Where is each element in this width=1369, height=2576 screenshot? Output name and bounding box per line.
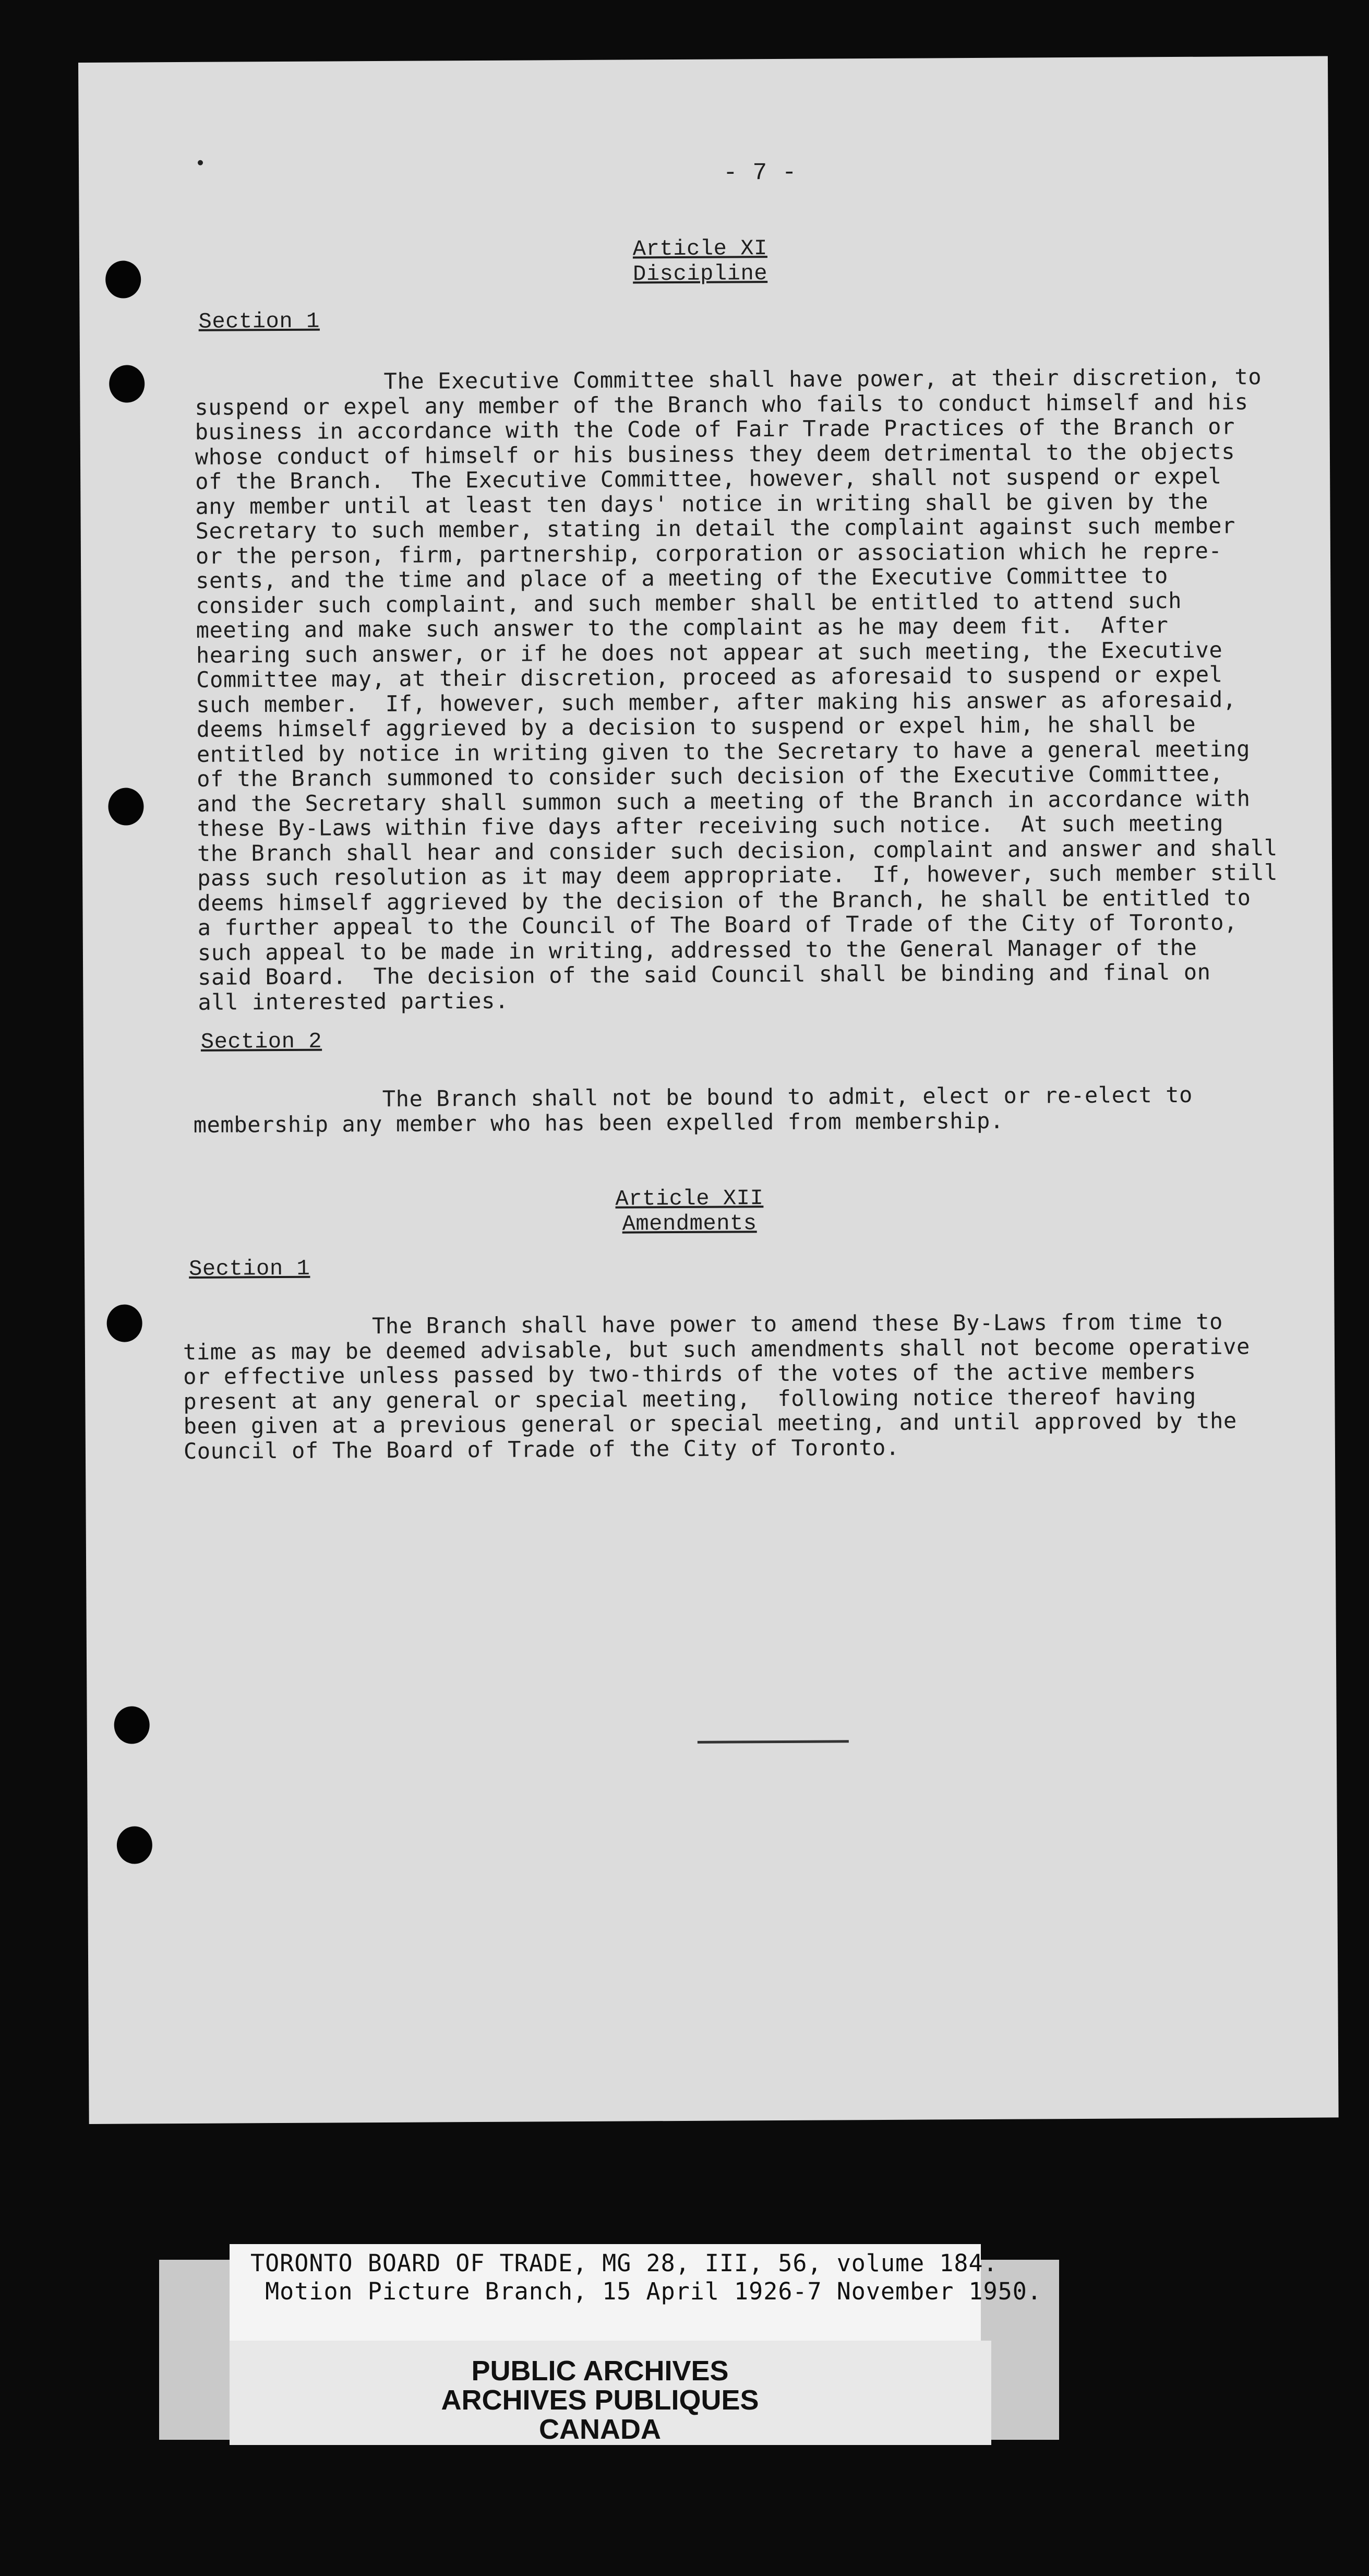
punch-hole xyxy=(105,260,141,298)
stamp-line-3: CANADA xyxy=(539,2414,661,2445)
section-1-label: Section 1 xyxy=(188,1256,310,1282)
section-2-label: Section 2 xyxy=(200,1029,322,1055)
article-xi-heading xyxy=(570,236,831,287)
article-xi-section-1-text: The Executive Committee shall have power, at their discretion, to suspend or expel any member of the Branch who fails to conduct himself and his business in accordance with the Code of Fair Trade Practices of the Branch or whose conduct of himself or his business they deem detrimental to the objects of the Branch. The Executive Committee, however, shall not suspend or expel any member until at least ten days' notice in writing shall be given by the Secretary to such member, stating in detail the complaint against such member or the person, firm, partnership, corporation or association which he repre- sents, and the time and place of a meeting of the Executive Committee to consider such complaint, and such member shall be entitled to attend such meeting and make such answer to the complaint as he may deem fit. After hearing such answer, or if he does not appear at such meeting, the Executive Committee may, at their discretion, proceed as aforesaid to suspend or expel such member. If, however, such member, after making his answer as aforesaid, deems himself aggrieved by a decision to suspend or expel him, he shall be entitled by notice in writing given to the Secretary to have a general meeting of the Branch summoned to consider such decision of the Executive Committee, and the Secretary shall summon such a meeting of the Branch in accordance with these By-Laws within five days after receiving such notice. At such meeting the Branch shall hear and consider such decision, complaint and answer and shall pass such resolution as it may deem appropriate. If, however, such member still deems himself aggrieved by the decision of the Branch, he shall be entitled to a further appeal to the Council of The Board of Trade of the City of Toronto, such appeal to be made in writing, addressed to the General Manager of the said Board. The decision of the said Council shall be binding and final on all interested parties. xyxy=(195,364,1278,1015)
article-xi-subtitle: Discipline xyxy=(632,260,768,287)
archive-caption xyxy=(250,2249,1042,2306)
article-xii-section-1-text: The Branch shall have power to amend these By-Laws from time to time as may be deemed advisable, but such amendments shall not become operative or effective unless passed by two-thirds of the votes of the active members present at any general or special meeting, following notice thereof having been given at a previous general or special meeting, and until approved by the Council of The Board of Trade of the City of Toronto. xyxy=(183,1308,1251,1464)
caption-line-1: TORONTO BOARD OF TRADE, MG 28, III, 56, volume 184. xyxy=(250,2249,998,2277)
archive-stamp xyxy=(433,2356,767,2444)
caption-line-2: Motion Picture Branch, 15 April 1926-7 November 1950. xyxy=(250,2277,1042,2305)
article-xi-title: Article XI xyxy=(632,236,768,262)
page-number: - 7 - xyxy=(723,159,797,187)
speck xyxy=(198,160,203,165)
document-page xyxy=(78,56,1339,2124)
article-xii-title: Article XII xyxy=(615,1186,764,1212)
punch-hole xyxy=(108,788,143,825)
punch-hole xyxy=(106,1304,142,1342)
punch-hole xyxy=(117,1826,152,1864)
article-xi-section-2-text: The Branch shall not be bound to admit, elect or re-elect to membership any member who has been expelled from membership. xyxy=(193,1081,1193,1138)
section-1-label: Section 1 xyxy=(198,308,320,335)
end-rule xyxy=(698,1740,849,1744)
stamp-line-2: ARCHIVES PUBLIQUES xyxy=(441,2384,759,2416)
article-xii-subtitle: Amendments xyxy=(622,1210,757,1237)
punch-hole xyxy=(109,365,145,402)
stamp-line-1: PUBLIC ARCHIVES xyxy=(471,2355,729,2387)
article-xii-heading xyxy=(559,1186,820,1237)
punch-hole xyxy=(114,1706,149,1744)
